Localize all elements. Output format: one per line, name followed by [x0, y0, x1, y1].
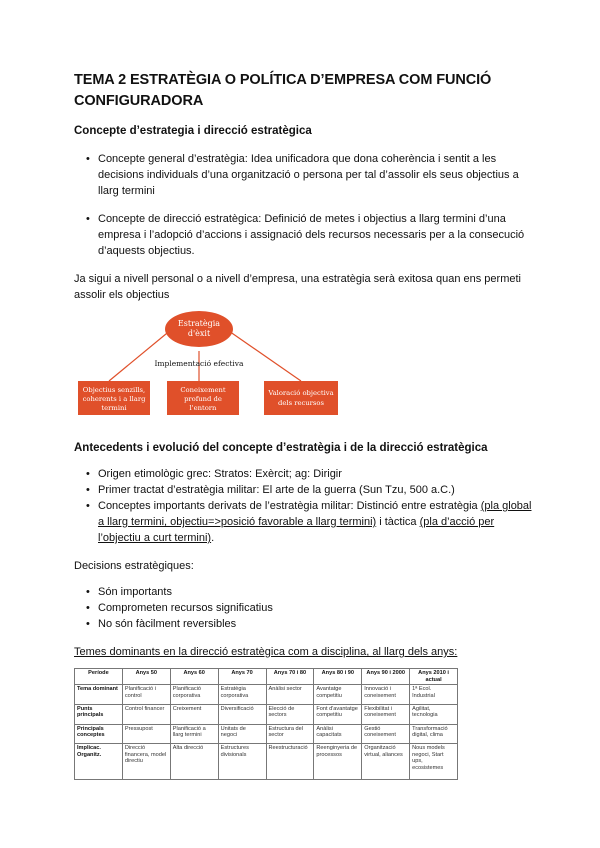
table-cell: Diversificació	[218, 704, 266, 724]
table-cell: Planificació i control	[122, 685, 170, 705]
table-cell: Gestió coneixement	[362, 724, 410, 744]
box1-line2: coherents i a llarg	[82, 395, 146, 403]
paragraph-success: Ja sigui a nivell personal o a nivell d’empresa, una estratègia serà exitosa quan ens permeti assolir els objectius	[74, 273, 521, 301]
box3-line2: dels recursos	[278, 399, 324, 407]
table-cell: Font d'avantatge competitiu	[314, 704, 362, 724]
table-header-row	[75, 669, 458, 685]
decisions-label: Decisions estratègiques:	[74, 560, 194, 572]
table-header-cell: Anys 50	[122, 669, 170, 685]
table-cell: Planificació corporativa	[170, 685, 218, 705]
table-cell: Planificació a llarg termini	[170, 724, 218, 744]
table-header-cell: Anys 90 i 2000	[362, 669, 410, 685]
table-header-cell: Anys 60	[170, 669, 218, 685]
center-text-1: Estratègia	[177, 319, 221, 328]
table-cell: Creixement	[170, 704, 218, 724]
themes-table-grid	[74, 668, 458, 780]
list-item: • Són importants	[86, 584, 534, 600]
table-cell: Principals conceptes	[75, 724, 123, 744]
table-header-cell: Anys 2010 i actual	[410, 669, 458, 685]
bullet3-end: .	[211, 532, 215, 544]
table-cell: Estructures divisionals	[218, 744, 266, 780]
table-cell: Pressupost	[122, 724, 170, 744]
table-row	[75, 704, 458, 724]
box2-line1: Coneixement	[180, 386, 226, 394]
table-header-cell: Període	[75, 669, 123, 685]
table-cell: Anàlisi sector	[266, 685, 314, 705]
table-cell: 1ª Ecol. Industrial	[410, 685, 458, 705]
table-header-cell: Anys 70	[218, 669, 266, 685]
connector-right	[226, 329, 301, 381]
page-title: TEMA 2 ESTRATÈGIA O POLÍTICA D’EMPRESA COM FUNCIÓ CONFIGURADORA	[74, 72, 492, 109]
table-cell: Organització virtual, aliances	[362, 744, 410, 780]
document-page	[74, 70, 534, 780]
table-row	[75, 685, 458, 705]
table-cell: Alta direcció	[170, 744, 218, 780]
table-cell: Nous models negoci, Start ups, ecosistemes	[410, 744, 458, 780]
table-cell: Reestructuració	[266, 744, 314, 780]
strategy-diagram	[74, 311, 534, 429]
box-resources	[264, 381, 338, 415]
decisions-list	[74, 584, 534, 632]
bullet3-mid: i tàctica	[376, 516, 420, 528]
list-item: • Origen etimològic grec: Stratos: Exèrcit; ag: Dirigir	[86, 466, 534, 482]
table-header-cell: Anys 80 i 90	[314, 669, 362, 685]
list-item: • Concepte general d’estratègia: Idea unificadora que dona coherència i sentit a les decisions individuals d’una organització o persona per tal d’assolir els seus objectius a llarg termini	[86, 151, 534, 199]
connector-left	[109, 329, 172, 381]
table-cell: Estructura del sector	[266, 724, 314, 744]
list-item: • Comprometen recursos significatius	[86, 600, 534, 616]
table-cell: Direcció financera, model directiu	[122, 744, 170, 780]
temes-label: Temes dominants en la direcció estratègica com a disciplina, al llarg dels anys:	[74, 646, 458, 658]
bullet3-start: Conceptes importants derivats de l’estratègia militar: Distinció entre estratègia	[98, 500, 481, 512]
table-cell: Tema dominant	[75, 685, 123, 705]
table-cell: Flexibilitat i coneixement	[362, 704, 410, 724]
table-cell: Elecció de sectors	[266, 704, 314, 724]
themes-table	[74, 668, 458, 780]
antecedents-list	[74, 466, 534, 546]
concept-list	[74, 151, 534, 259]
table-cell: Avantatge competitiu	[314, 685, 362, 705]
box2-line2: profund de	[184, 395, 222, 403]
table-cell: Unitats de negoci	[218, 724, 266, 744]
bullet3-underline-tactic: (pla d’acció per l’objectiu a curt termini)	[98, 516, 495, 544]
list-item: • No són fàcilment reversibles	[86, 616, 534, 632]
box2-line3: l'entorn	[189, 404, 217, 412]
box3-line1: Valoració objectiva	[268, 389, 334, 397]
table-cell: Implicac. Organitz.	[75, 744, 123, 780]
list-item: • Concepte de direcció estratègica: Definició de metes i objectius a llarg termini d’una empresa i l’adopció d’accions i assignació dels recursos necessaris per a la consecució d’aquests objectius.	[86, 211, 534, 259]
list-item: • Primer tractat d’estratègia militar: El arte de la guerra (Sun Tzu, 500 a.C.)	[86, 482, 534, 498]
table-cell: Innovació i coneixement	[362, 685, 410, 705]
table-cell: Control financer	[122, 704, 170, 724]
table-cell: Transformació digital, clima	[410, 724, 458, 744]
diagram-svg	[74, 311, 534, 429]
bullet3-underline-strategy: (pla global a llarg termini, objectiu=>posició favorable a llarg termini)	[98, 500, 532, 528]
center-text-2: d'èxit	[187, 329, 211, 338]
table-row	[75, 744, 458, 780]
list-item	[86, 498, 534, 546]
implementation-label: Implementació efectiva	[154, 359, 244, 368]
table-cell: Reenginyeria de processos	[314, 744, 362, 780]
section-heading-concept: Concepte d’estrategia i direcció estratègica	[74, 125, 312, 137]
box1-line3: termini	[101, 404, 127, 412]
table-cell: Agilitat, tecnologia	[410, 704, 458, 724]
box1-line1: Objectius senzills,	[82, 386, 146, 394]
table-header-cell: Anys 70 i 80	[266, 669, 314, 685]
table-row	[75, 724, 458, 744]
section-heading-antecedents: Antecedents i evolució del concepte d’estratègia i de la direcció estratègica	[74, 442, 488, 454]
table-cell: Estratègia corporativa	[218, 685, 266, 705]
table-cell: Anàlisi capacitats	[314, 724, 362, 744]
table-cell: Punts principals	[75, 704, 123, 724]
